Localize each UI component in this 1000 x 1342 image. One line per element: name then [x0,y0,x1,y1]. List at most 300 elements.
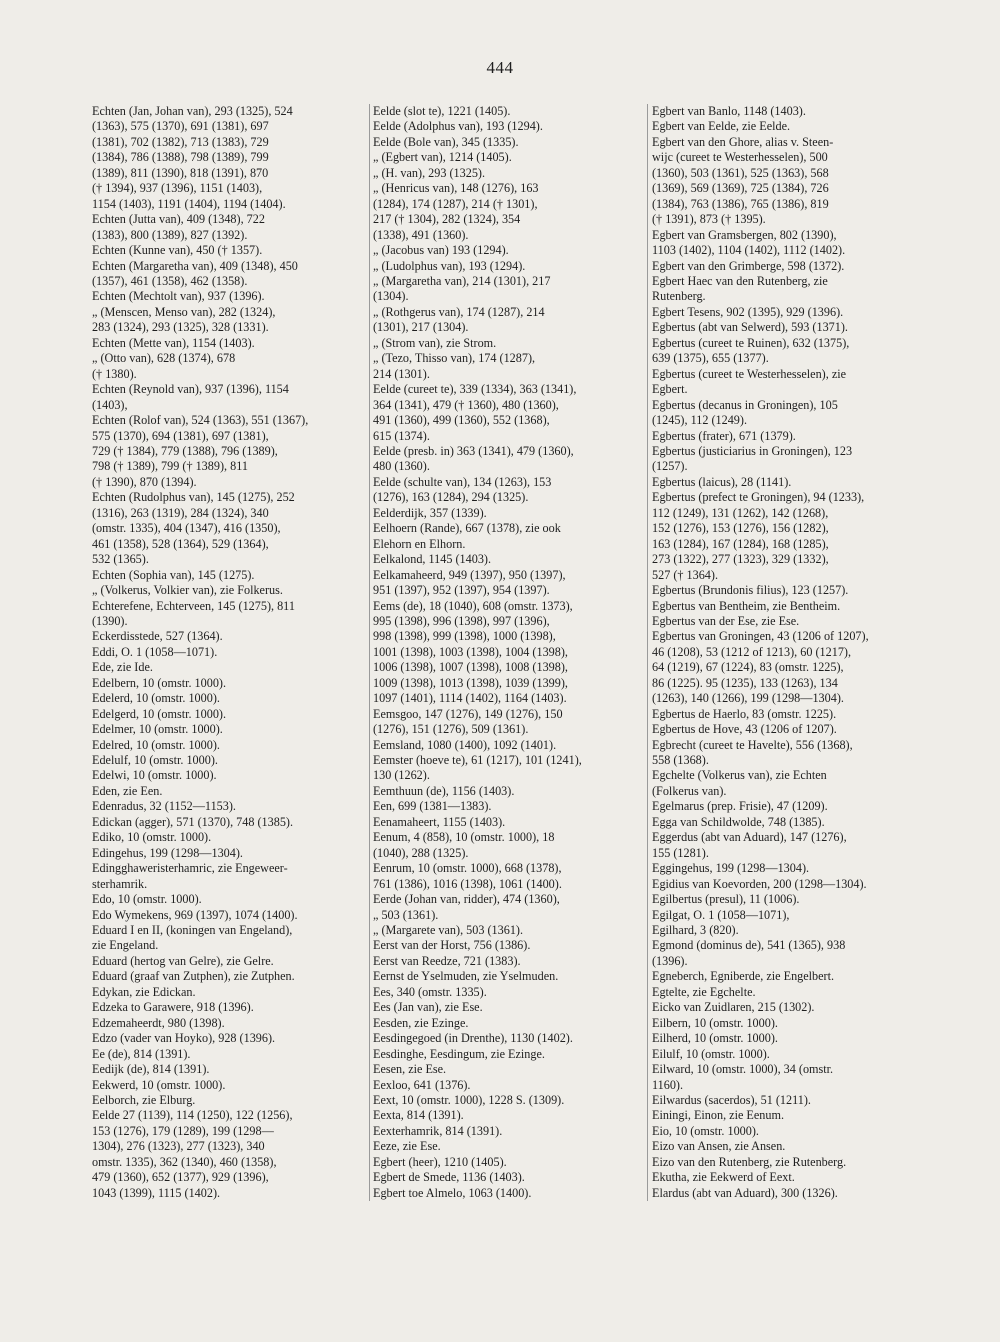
index-entry-line: (1389), 811 (1390), 818 (1391), 870 [92,165,269,180]
index-entry-line: Egbertus (Brundonis filius), 123 (1257). [652,583,849,598]
index-entry-line: (1276), 151 (1276), 509 (1361). [373,722,529,737]
index-entry-line: Echten (Jan, Johan van), 293 (1325), 524 [92,104,293,118]
index-entry-line: Ees, 340 (omstr. 1335). [373,984,487,999]
index-entry [373,1155,645,1170]
index-entry-line: (1390). [92,613,128,628]
index-entry-line: Eilwardus (sacerdos), 51 (1211). [652,1093,811,1107]
index-entry-line: († 1390), 870 (1394). [92,474,197,489]
index-entry [92,861,362,892]
index-entry [92,660,362,675]
index-entry-line: (1304). [373,289,409,304]
index-entry-line: Eggerdus (abt van Aduard), 147 (1276), [652,830,847,845]
index-entry [652,490,919,583]
index-entry [652,429,919,444]
index-entry-line: Ekutha, zie Eekwerd of Eext. [652,1170,795,1185]
index-entry [652,985,919,1000]
index-entry [373,799,645,814]
index-entry-line: Ediko, 10 (omstr. 1000). [92,830,212,845]
index-entry-line: (1284), 174 (1287), 214 († 1301), [373,196,538,211]
index-entry-line: Egbertus (justiciarius in Groningen), 123 [652,443,853,458]
index-entry-line: 479 (1360), 652 (1377), 929 (1396), [92,1170,269,1185]
index-entry-line: Eilward, 10 (omstr. 1000), 34 (omstr. [652,1062,834,1077]
index-entry [92,954,362,969]
index-entry [373,753,645,784]
index-entry-line: 163 (1284), 167 (1284), 168 (1285), [652,536,829,551]
index-entry [373,1108,645,1123]
index-entry-line: Eelhoern (Rande), 667 (1378), zie ook [373,521,561,536]
index-entry-line: Echten (Mechtolt van), 937 (1396). [92,289,265,304]
index-entry-line: Eemsland, 1080 (1400), 1092 (1401). [373,737,557,752]
index-entry-line: Egidius van Koevorden, 200 (1298—1304). [652,876,867,891]
index-entry [652,629,919,706]
index-entry [373,1047,645,1062]
index-entry-line: (1338), 491 (1360). [373,227,469,242]
index-entry-line: 615 (1374). [373,428,430,443]
index-entry [652,614,919,629]
index-entry [92,830,362,845]
index-entry-line: 283 (1324), 293 (1325), 328 (1331). [92,320,269,335]
index-entry-line: 1043 (1399), 1115 (1402). [92,1185,221,1200]
index-entry [92,753,362,768]
index-entry [652,228,919,259]
index-entry [373,938,645,953]
index-entry [652,768,919,799]
index-entry [373,259,645,274]
index-entry [92,1093,362,1108]
index-entry-line: „ (Margarete van), 503 (1361). [373,923,524,938]
index-entry-line: (1040), 288 (1325). [373,845,469,860]
index-entry [373,181,645,243]
index-entry-line: Echten (Rolof van), 524 (1363), 551 (1367), [92,413,309,428]
index-entry [92,985,362,1000]
index-entry-line: (1316), 263 (1319), 284 (1324), 340 [92,505,269,520]
index-entry-line: Eelde (Adolphus van), 193 (1294). [373,119,543,134]
index-entry-line: Eduard (hertog van Gelre), zie Gelre. [92,953,274,968]
index-entry-line: 214 (1301). [373,366,430,381]
index-entry [92,738,362,753]
index-entry [373,1093,645,1108]
index-entry-line: Eesden, zie Ezinge. [373,1015,469,1030]
index-entry-line: 153 (1276), 179 (1289), 199 (1298— [92,1123,274,1138]
index-entry-line: 558 (1368). [652,753,709,768]
index-entry-line: Egbert Tesens, 902 (1395), 929 (1396). [652,304,844,319]
index-entry-line: Egbertus (cureet te Westerhesselen), zie [652,366,847,381]
index-entry [92,707,362,722]
index-entry-line: Egbertus de Hove, 43 (1206 of 1207). [652,722,837,737]
index-entry-line: 364 (1341), 479 († 1360), 480 (1360), [373,397,559,412]
index-entry-line: Eduard I en II, (koningen van Engeland), [92,923,293,938]
index-entry [373,521,645,552]
index-entry [373,707,645,738]
index-entry-line: (Folkerus van). [652,783,727,798]
index-entry [92,413,362,490]
index-entry-line: 998 (1398), 999 (1398), 1000 (1398), [373,629,556,644]
index-entry [92,892,362,907]
index-entry-line: 1009 (1398), 1013 (1398), 1039 (1399), [373,675,568,690]
index-entry-line: Elardus (abt van Aduard), 300 (1326). [652,1185,838,1200]
index-entry [652,1031,919,1046]
index-entry-line: Eenrum, 10 (omstr. 1000), 668 (1378), [373,861,562,876]
index-entry-line: Eerde (Johan van, ridder), 474 (1360), [373,892,560,907]
index-entry-line: „ (Margaretha van), 214 (1301), 217 [373,273,551,288]
index-entry-line: 995 (1398), 996 (1398), 997 (1396), [373,613,550,628]
index-entry-line: Echten (Jutta van), 409 (1348), 722 [92,212,265,227]
index-entry [652,969,919,984]
index-entry [652,877,919,892]
index-entry-line: 575 (1370), 694 (1381), 697 (1381), [92,428,269,443]
index-entry-line: Egbertus (prefect te Groningen), 94 (1233), [652,490,865,505]
index-entry-line: († 1394), 937 (1396), 1151 (1403), [92,181,263,196]
index-entry-line: Egbert toe Almelo, 1063 (1400). [373,1185,532,1200]
index-entry-line: Eedijk (de), 814 (1391). [92,1062,210,1077]
index-entry-line: Echterefene, Echterveen, 145 (1275), 811 [92,598,295,613]
index-entry-line: Eelde (Bole van), 345 (1335). [373,134,519,149]
index-entry [652,274,919,305]
index-entry-line: 1103 (1402), 1104 (1402), 1112 (1402). [652,243,846,258]
index-entry-line: Edelbern, 10 (omstr. 1000). [92,675,227,690]
index-entry-line: Egilhard, 3 (820). [652,923,739,938]
index-entry-line: 152 (1276), 153 (1276), 156 (1282), [652,521,829,536]
index-entry-line: „ (Ludolphus van), 193 (1294). [373,258,526,273]
index-entry [652,799,919,814]
index-entry [92,289,362,304]
index-entry [92,1016,362,1031]
index-entry [92,568,362,583]
index-entry-line: Eelde 27 (1139), 114 (1250), 122 (1256), [92,1108,293,1123]
index-entry [652,1062,919,1093]
index-entry [373,1139,645,1154]
index-entry [373,738,645,753]
index-entry-line: „ 503 (1361). [373,907,439,922]
index-entry [92,799,362,814]
index-entry-line: Egbertus van Groningen, 43 (1206 of 1207), [652,629,869,644]
index-entry [92,676,362,691]
index-entry-line: Eexterhamrik, 814 (1391). [373,1123,503,1138]
index-entry [652,1016,919,1031]
index-entry-line: Egbert van Gramsbergen, 802 (1390), [652,227,837,242]
index-entry [373,1062,645,1077]
index-entry [652,1000,919,1015]
index-entry-line: zie Engeland. [92,938,159,953]
index-entry-line: Egbertus (laicus), 28 (1141). [652,474,792,489]
index-entry [373,1016,645,1031]
index-entry-line: Echten (Kunne van), 450 († 1357). [92,243,263,258]
index-entry-line: († 1380). [92,366,137,381]
index-entry-line: „ (Egbert van), 1214 (1405). [373,150,512,165]
index-entry-line: (1301), 217 (1304). [373,320,469,335]
index-entry-line: Eio, 10 (omstr. 1000). [652,1123,759,1138]
index-entry-line: Edingehus, 199 (1298—1304). [92,845,243,860]
index-entry-line: 1006 (1398), 1007 (1398), 1008 (1398), [373,660,568,675]
index-entry [652,892,919,907]
index-entry [373,1170,645,1185]
index-entry-line: (1383), 800 (1389), 827 (1392). [92,227,248,242]
index-entry-line: 1304), 276 (1323), 277 (1323), 340 [92,1139,265,1154]
index-entry [373,985,645,1000]
index-entry [652,923,919,938]
index-entry-line: Egbert van den Ghore, alias v. Steen- [652,134,834,149]
index-entry [652,1170,919,1185]
index-entry-line: Eckerdisstede, 527 (1364). [92,629,223,644]
index-entry [373,305,645,336]
index-entry-line: Egbert van Banlo, 1148 (1403). [652,104,806,118]
index-entry [652,1139,919,1154]
index-entry [652,336,919,367]
index-entry [652,367,919,398]
index-entry [92,351,362,382]
index-entry [652,815,919,830]
index-entry-line: Egbert. [652,382,688,397]
index-entry-line: Elehorn en Elhorn. [373,536,466,551]
index-entry-line: Eelde (presb. in) 363 (1341), 479 (1360), [373,443,574,458]
index-entry-line: Egbertus (frater), 671 (1379). [652,428,796,443]
index-entry-line: Eenamaheert, 1155 (1403). [373,814,506,829]
index-entry-line: Eelde (cureet te), 339 (1334), 363 (1341), [373,382,577,397]
index-entry-line: omstr. 1335), 362 (1340), 460 (1358), [92,1154,277,1169]
index-entry-line: (1263), 140 (1266), 199 (1298—1304). [652,691,844,706]
index-entry-line: 491 (1360), 499 (1360), 552 (1368), [373,413,550,428]
index-entry-line: (1396). [652,953,688,968]
index-entry-line: (1384), 786 (1388), 798 (1389), 799 [92,150,269,165]
index-entry [373,475,645,506]
index-entry [92,212,362,243]
index-entry [92,645,362,660]
index-entry [373,382,645,444]
index-entry-line: 798 († 1389), 799 († 1389), 811 [92,459,248,474]
index-entry-line: Edzemaheerdt, 980 (1398). [92,1015,225,1030]
index-entry-line: 729 († 1384), 779 (1388), 796 (1389), [92,443,278,458]
index-entry-line: (1363), 575 (1370), 691 (1381), 697 [92,119,269,134]
index-column-middle [369,104,645,1201]
index-entry-line: Eilulf, 10 (omstr. 1000). [652,1046,770,1061]
index-entry [373,274,645,305]
index-entry-line: 1001 (1398), 1003 (1398), 1004 (1398), [373,644,568,659]
index-entry-line: Ede, zie Ide. [92,660,153,675]
index-entry-line: Eizo van Ansen, zie Ansen. [652,1139,786,1154]
index-entry-line: Eggingehus, 199 (1298—1304). [652,861,810,876]
index-entry [92,259,362,290]
index-entry [92,815,362,830]
index-entry-line: Egbertus (cureet te Ruinen), 632 (1375), [652,335,850,350]
index-entry [652,1124,919,1139]
index-entry [92,1000,362,1015]
index-entry-line: Eilbern, 10 (omstr. 1000). [652,1015,778,1030]
index-entry [373,923,645,938]
index-entry-line: (omstr. 1335), 404 (1347), 416 (1350), [92,521,281,536]
index-entry-line: Eesdingegoed (in Drenthe), 1130 (1402). [373,1031,573,1046]
index-entry-line: 273 (1322), 277 (1323), 329 (1332), [652,552,829,567]
index-entry [373,954,645,969]
index-entry [92,1047,362,1062]
index-entry-line: Edelred, 10 (omstr. 1000). [92,737,220,752]
index-entry [373,1186,645,1201]
index-entry-line: 46 (1208), 53 (1212 of 1213), 60 (1217), [652,644,852,659]
index-entry-line: Eems (de), 18 (1040), 608 (omstr. 1373), [373,598,573,613]
index-entry [373,552,645,567]
index-entry [92,846,362,861]
index-entry-line: Ee (de), 814 (1391). [92,1046,191,1061]
index-entry-line: Eelkalond, 1145 (1403). [373,552,492,567]
index-entry-line: Egbert van den Grimberge, 598 (1372). [652,258,845,273]
index-entry [373,1124,645,1139]
index-entry-line: Egtelte, zie Egchelte. [652,984,756,999]
index-entry-line: Egbertus van der Ese, zie Ese. [652,613,800,628]
index-entry-line: Edo Wymekens, 969 (1397), 1074 (1400). [92,907,298,922]
index-entry [373,336,645,351]
index-entry-line: 1097 (1401), 1114 (1402), 1164 (1403). [373,691,567,706]
index-entry [373,444,645,475]
index-entry-line: Edelulf, 10 (omstr. 1000). [92,753,218,768]
index-entry-line: Edelmer, 10 (omstr. 1000). [92,722,223,737]
index-entry [652,583,919,598]
index-entry [652,119,919,134]
index-entry-line: Eeze, zie Ese. [373,1139,441,1154]
index-entry [92,768,362,783]
index-entry [652,861,919,876]
index-entry-line: Einingi, Einon, zie Eenum. [652,1108,785,1123]
index-entry-line: Edzeka to Garawere, 918 (1396). [92,1000,254,1015]
index-entry-line: Eekwerd, 10 (omstr. 1000). [92,1077,226,1092]
index-entry-line: Edo, 10 (omstr. 1000). [92,892,202,907]
index-entry [652,398,919,429]
index-entry-line: Eerst van Reedze, 721 (1383). [373,953,521,968]
index-entry-line: Eelde (slot te), 1221 (1405). [373,104,511,118]
index-entry [652,707,919,722]
index-entry-line: Edelwi, 10 (omstr. 1000). [92,768,217,783]
index-entry [652,1108,919,1123]
index-entry-line: Edickan (agger), 571 (1370), 748 (1385). [92,814,294,829]
index-entry [652,830,919,861]
index-entry-line: (1357), 461 (1358), 462 (1358). [92,273,248,288]
index-entry [92,305,362,336]
index-entry [92,583,362,598]
index-entry-line: Egbertus (decanus in Groningen), 105 [652,397,838,412]
index-entry-line: Een, 699 (1381—1383). [373,799,492,814]
index-entry-line: Eerst van der Horst, 756 (1386). [373,938,531,953]
index-entry [92,490,362,567]
index-entry [652,599,919,614]
index-entry-line: Eden, zie Een. [92,783,163,798]
index-entry-line: „ (Otto van), 628 (1374), 678 [92,351,236,366]
index-entry [373,1031,645,1046]
index-column-left [92,104,362,1201]
index-entry-line: Egbert (heer), 1210 (1405). [373,1154,507,1169]
index-entry [652,259,919,274]
index-entry [92,1062,362,1077]
index-entry [652,444,919,475]
index-entry-line: 217 († 1304), 282 (1324), 354 [373,212,521,227]
index-entry [652,1047,919,1062]
index-entry [373,815,645,830]
index-entry [373,830,645,861]
index-entry-line: „ (Henricus van), 148 (1276), 163 [373,181,539,196]
index-entry [92,908,362,923]
index-entry-line: 155 (1281). [652,845,709,860]
index-entry-line: Eenum, 4 (858), 10 (omstr. 1000), 18 [373,830,555,845]
index-entry-line: Eext, 10 (omstr. 1000), 1228 S. (1309). [373,1093,565,1107]
index-entry-line: Egbertus van Bentheim, zie Bentheim. [652,598,841,613]
index-entry-line: 1160). [652,1077,684,1092]
index-entry [373,784,645,799]
index-entry [652,475,919,490]
index-entry-line: „ (Tezo, Thisso van), 174 (1287), [373,351,536,366]
index-entry-line: (1360), 503 (1361), 525 (1363), 568 [652,165,829,180]
index-entry [92,1031,362,1046]
index-entry-line: 1154 (1403), 1191 (1404), 1194 (1404). [92,196,286,211]
index-entry [92,923,362,954]
index-entry [92,599,362,630]
index-entry-line: „ (Jacobus van) 193 (1294). [373,243,509,258]
index-entry-line: 480 (1360). [373,459,430,474]
index-entry [92,784,362,799]
index-entry-line: 86 (1225). 95 (1235), 133 (1263), 134 [652,675,838,690]
index-entry-line: Eizo van den Rutenberg, zie Rutenberg. [652,1154,847,1169]
index-entry [373,243,645,258]
index-entry [373,969,645,984]
index-entry-line: 130 (1262). [373,768,430,783]
index-entry-line: Egbertus de Haerlo, 83 (omstr. 1225). [652,706,837,721]
index-entry-line: Edingghaweristerhamric, zie Engeweer- [92,861,288,876]
index-entry-line: 112 (1249), 131 (1262), 142 (1268), [652,505,829,520]
index-entry-line: Eicko van Zuidlaren, 215 (1302). [652,1000,815,1015]
index-entry [373,351,645,382]
index-entry [373,599,645,707]
index-entry [373,1000,645,1015]
index-entry [373,166,645,181]
index-entry [652,1186,919,1201]
index-entry [652,908,919,923]
index-entry-line: Eelde (schulte van), 134 (1263), 153 [373,474,552,489]
index-entry-line: Egga van Schildwolde, 748 (1385). [652,814,825,829]
index-entry-line: Egbrecht (cureet te Havelte), 556 (1368), [652,737,853,752]
index-entry-line: 64 (1219), 67 (1224), 83 (omstr. 1225), [652,660,844,675]
index-entry-line: Eesdinghe, Eesdingum, zie Ezinge. [373,1046,545,1061]
index-entry-line: Eelborch, zie Elburg. [92,1093,196,1107]
index-entry-line: Egilgat, O. 1 (1058—1071), [652,907,790,922]
index-entry [373,135,645,150]
index-entry-line: Egbert van Eelde, zie Eelde. [652,119,791,134]
index-entry-line: 532 (1365). [92,552,149,567]
index-entry [652,722,919,737]
index-entry-line: Echten (Reynold van), 937 (1396), 1154 [92,382,289,397]
index-entry-line: (1276), 163 (1284), 294 (1325). [373,490,529,505]
index-entry-line: Edelgerd, 10 (omstr. 1000). [92,706,227,721]
index-entry [92,1108,362,1201]
index-entry-line: Eelderdijk, 357 (1339). [373,505,487,520]
index-entry [373,506,645,521]
index-entry [373,1078,645,1093]
index-entry [92,691,362,706]
index-entry-line: Edzo (vader van Hoyko), 928 (1396). [92,1031,276,1046]
index-entry-line: Edykan, zie Edickan. [92,984,196,999]
index-entry-line: Eesen, zie Ese. [373,1062,447,1077]
index-entry [92,104,362,212]
index-entry-line: „ (Strom van), zie Strom. [373,335,497,350]
index-entry [373,861,645,892]
index-entry-line: (1369), 569 (1369), 725 (1384), 726 [652,181,829,196]
index-entry-line: (1381), 702 (1382), 713 (1383), 729 [92,134,269,149]
page-number: 444 [486,58,514,77]
index-entry [652,320,919,335]
index-entry-line: (1245), 112 (1249). [652,413,748,428]
index-entry [373,104,645,119]
index-entry-line: Edenradus, 32 (1152—1153). [92,799,236,814]
index-entry-line: sterhamrik. [92,876,148,891]
index-entry-line: „ (H. van), 293 (1325). [373,165,486,180]
index-entry-line: Eddi, O. 1 (1058—1071). [92,644,218,659]
index-entry [92,336,362,351]
index-entry [92,722,362,737]
